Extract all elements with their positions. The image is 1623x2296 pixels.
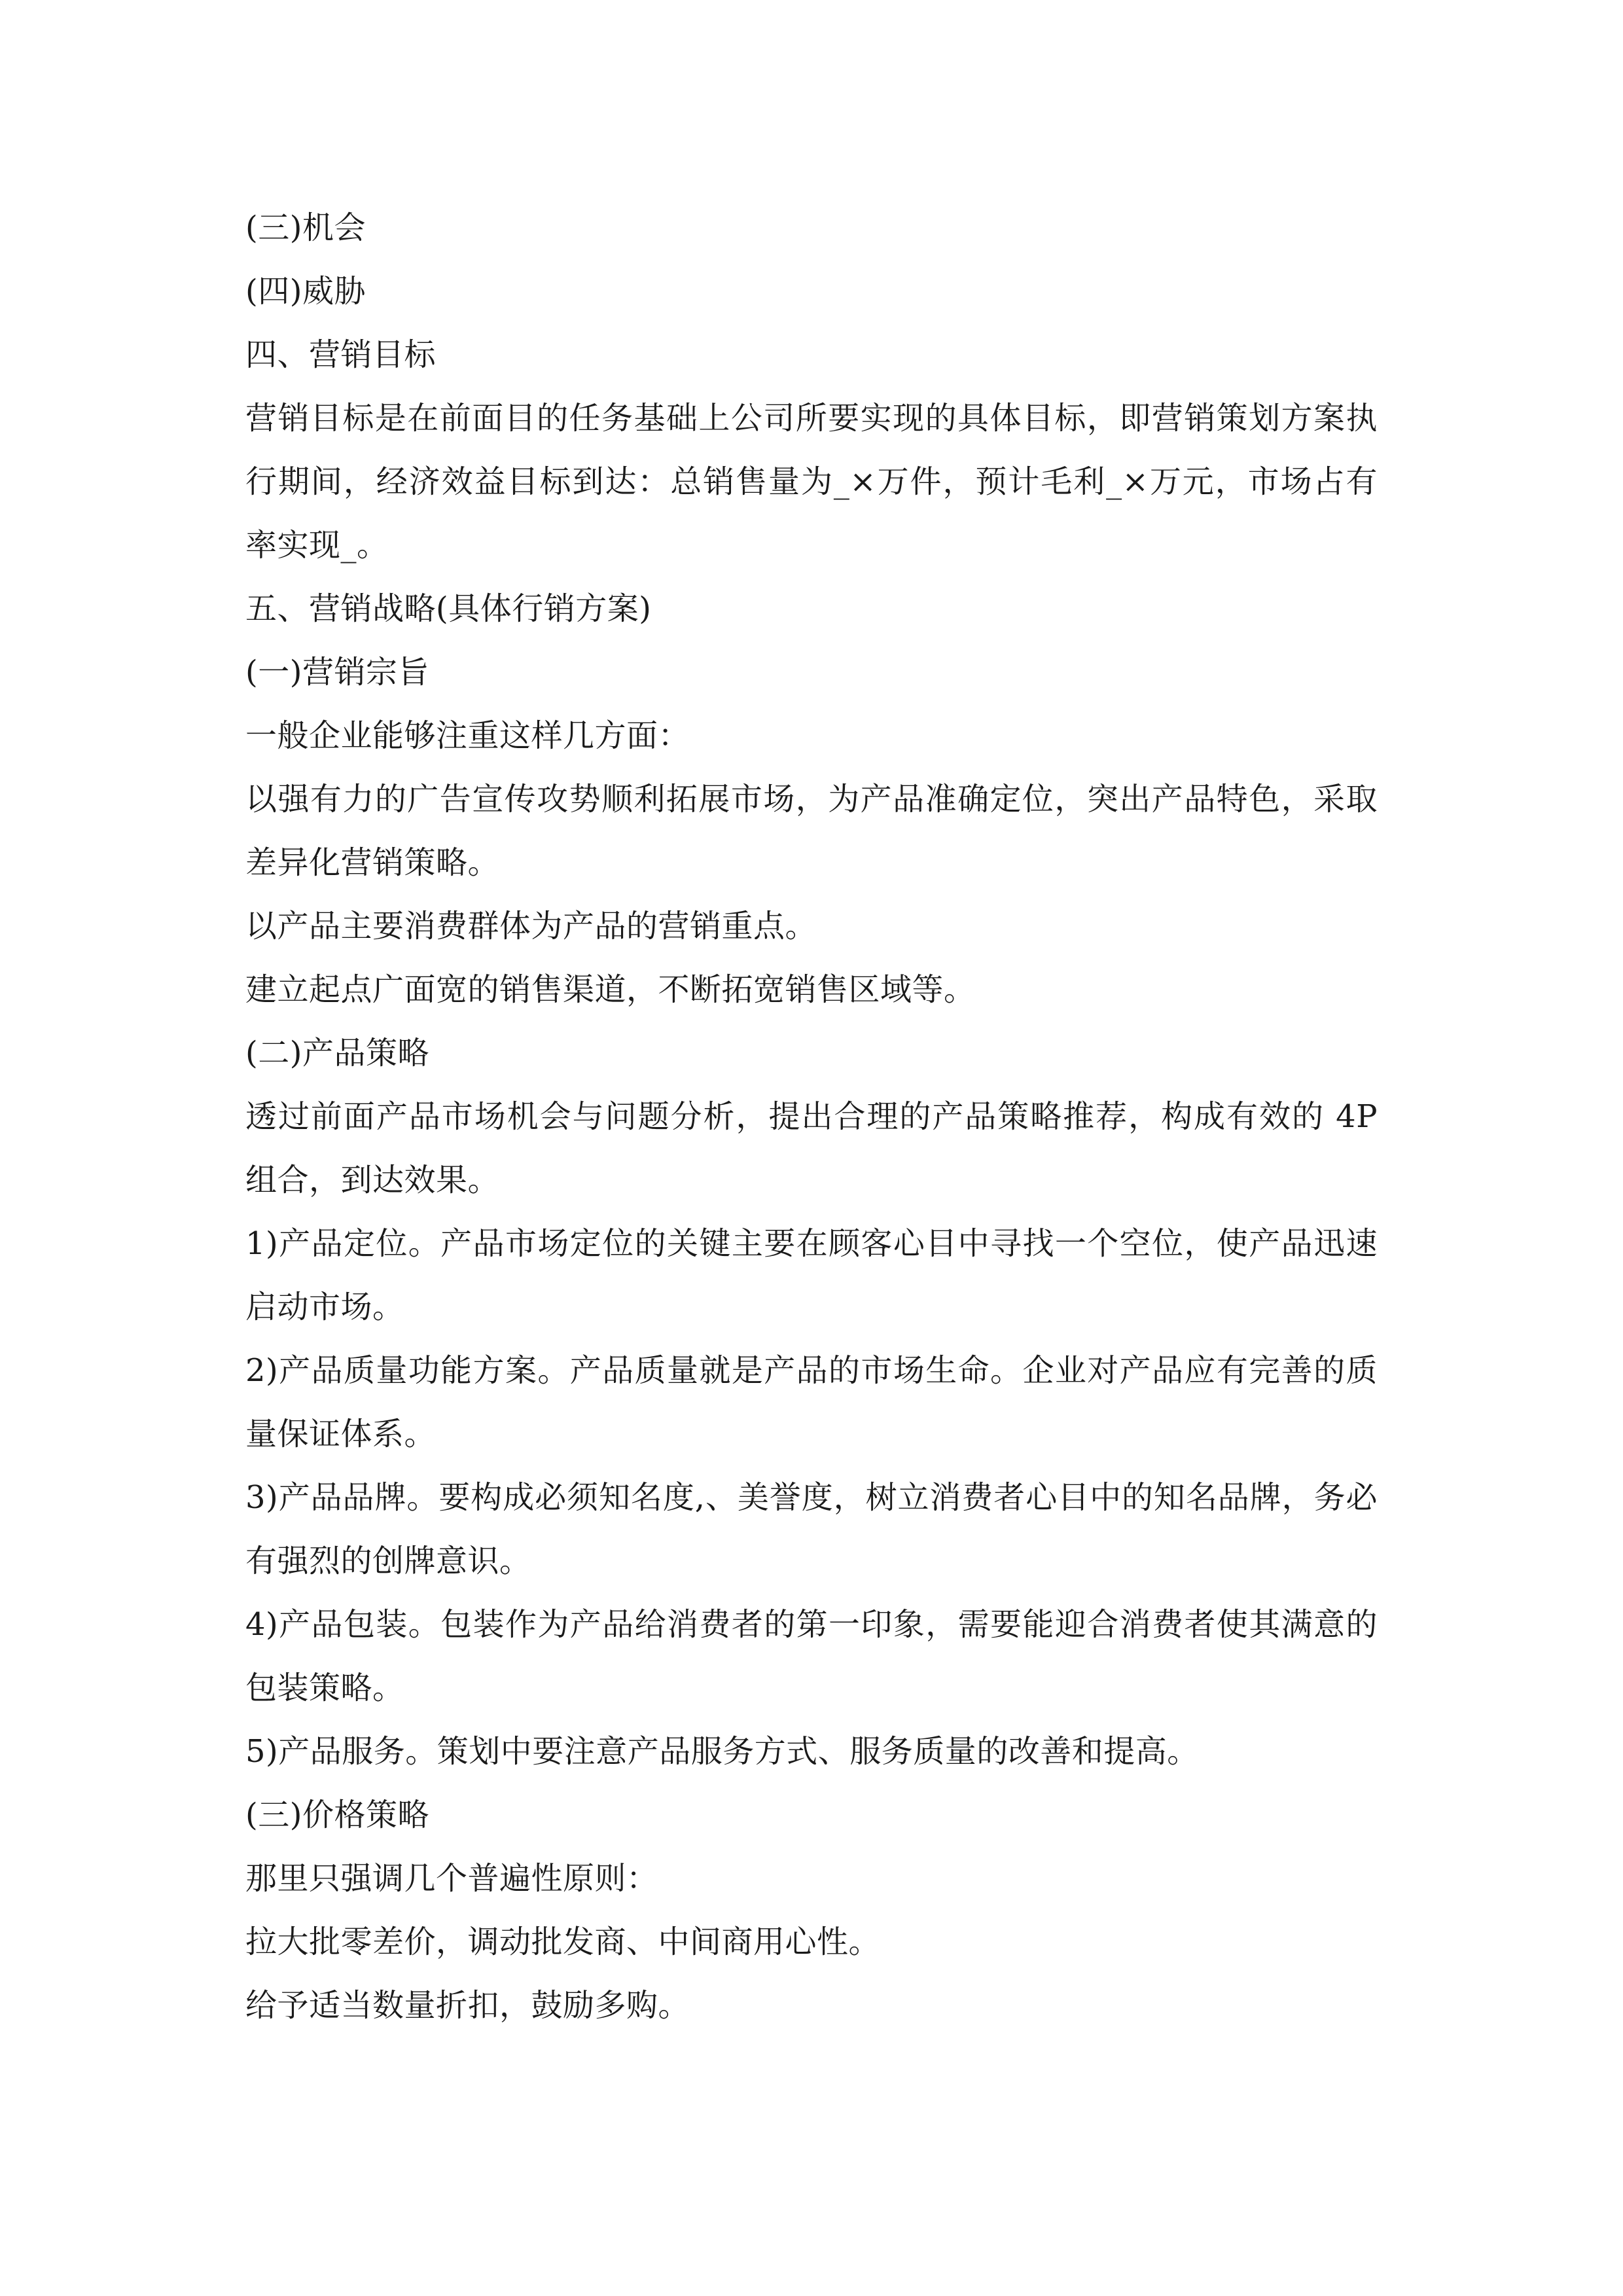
subheading-product-strategy: (二)产品策略 [245, 1035, 429, 1071]
list-item-product-quality: 2)产品质量功能方案。产品质量就是产品的市场生命。企业对产品应有完善的质量保证体系。 [245, 1352, 1378, 1452]
paragraph-intro-aspects: 一般企业能够注重这样几方面： [245, 717, 690, 754]
list-item-product-packaging: 4)产品包装。包装作为产品给消费者的第一印象，需要能迎合消费者使其满意的包装策略。 [245, 1606, 1378, 1706]
section-heading-marketing-goal: 四、营销目标 [245, 336, 437, 373]
paragraph-product-strategy-intro: 透过前面产品市场机会与问题分析，提出合理的产品策略推荐，构成有效的 4P 组合，到达效果。 [245, 1098, 1378, 1198]
paragraph-price-spread: 拉大批零差价，调动批发商、中间商用心性。 [245, 1924, 881, 1960]
list-item-product-service: 5)产品服务。策划中要注意产品服务方式、服务质量的改善和提高。 [245, 1733, 1199, 1770]
paragraph-marketing-goal: 营销目标是在前面目的任务基础上公司所要实现的具体目标，即营销策划方案执行期间，经济效益目标到达：总销售量为_×万件，预计毛利_×万元，市场占有率实现_。 [245, 400, 1378, 564]
document-body [245, 196, 1378, 2037]
paragraph-advertising: 以强有力的广告宣传攻势顺利拓展市场，为产品准确定位，突出产品特色，采取差异化营销策略。 [245, 781, 1378, 881]
section-heading-opportunity: (三)机会 [245, 209, 366, 246]
subheading-price-strategy: (三)价格策略 [245, 1797, 429, 1833]
subheading-marketing-purpose: (一)营销宗旨 [245, 654, 429, 691]
section-heading-threat: (四)威胁 [245, 273, 366, 310]
paragraph-price-principles: 那里只强调几个普遍性原则： [245, 1860, 658, 1897]
section-heading-marketing-strategy: 五、营销战略(具体行销方案) [245, 590, 652, 627]
paragraph-sales-channels: 建立起点广面宽的销售渠道，不断拓宽销售区域等。 [245, 971, 976, 1008]
list-item-product-brand: 3)产品品牌。要构成必须知名度,、美誉度，树立消费者心目中的知名品牌，务必有强烈的创牌意识。 [245, 1479, 1378, 1579]
paragraph-quantity-discount: 给予适当数量折扣，鼓励多购。 [245, 1987, 690, 2024]
list-item-product-positioning: 1)产品定位。产品市场定位的关键主要在顾客心目中寻找一个空位，使产品迅速启动市场。 [245, 1225, 1378, 1325]
paragraph-target-consumers: 以产品主要消费群体为产品的营销重点。 [245, 908, 817, 944]
